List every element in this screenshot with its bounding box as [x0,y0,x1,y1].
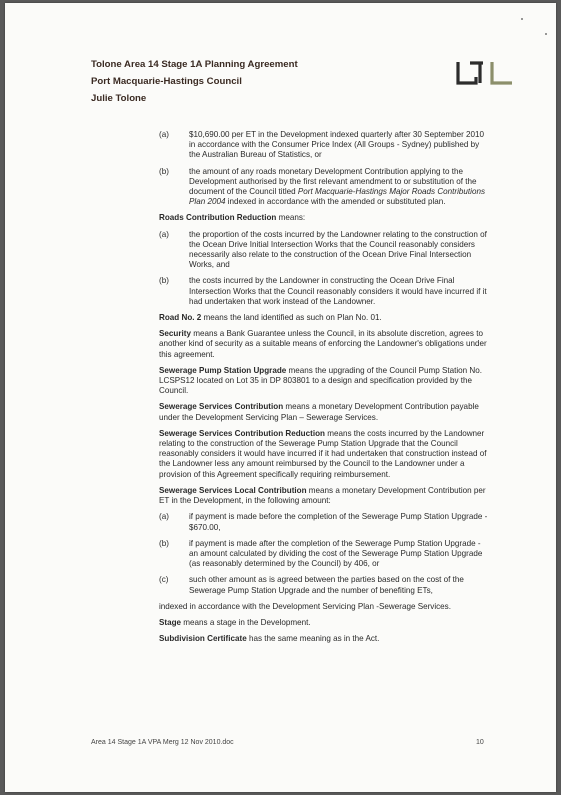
definition-paragraph [159,429,489,480]
list-item [159,276,489,307]
scan-speck [545,33,547,35]
definition-paragraph [159,366,489,397]
defined-term: Roads Contribution Reduction [159,213,277,223]
document-body [159,130,489,650]
definition-paragraph [159,486,489,506]
defined-term: Sewerage Services Local Contribution [159,485,307,495]
ltl-logo-icon [456,61,514,85]
defined-term: Stage [159,617,182,627]
definition-text: means the land identified as such on Plan No. 01. [201,313,382,323]
item-text: the proportion of the costs incurred by the Landowner relating to the construction of the Ocean Drive Initial Intersection Works that the Council reasonably considers necessarily also relate to the construction of the Ocean Drive Final Intersection Works, and [189,229,487,270]
defined-term: Sewerage Services Contribution Reduction [159,428,325,438]
document-page [5,3,556,792]
item-text: the costs incurred by the Landowner in constructing the Ocean Drive Final Intersection Works that the Council reasonably considers it would have incurred if it had undertaken that work instead of the Landowner. [189,276,487,306]
item-label: (a) [159,512,169,522]
item-text: if payment is made before the completion of the Sewerage Pump Station Upgrade - $670.00, [189,512,488,532]
item-label: (b) [159,538,169,548]
footer-page-number: 10 [476,739,484,746]
definition-text: means the costs incurred by the Landowner relating to the construction of the Sewerage Pump Station Upgrade that the Council reasonably considers it would have incurred if it had undertaken that construction instead of the Landowner less any amount reimbursed by the Council to the Landowner under a provision of this Agreement specifically requiring reimbursement. [159,428,487,479]
definition-text: means a monetary Development Contribution payable under the Development Servicing Plan – Sewerage Services. [159,402,479,422]
list-item [159,539,489,570]
item-label: (b) [159,276,169,286]
list-item [159,575,489,595]
plan-title-italic: Port Macquarie-Hastings Major Roads Contributions Plan 2004 [189,187,486,207]
list-item [159,167,489,208]
defined-term: Sewerage Services Contribution [159,402,284,412]
footer-filename: Area 14 Stage 1A VPA Merg 12 Nov 2010.doc [91,739,234,746]
list-item [159,130,489,161]
indexed-paragraph: indexed in accordance with the Development Servicing Plan -Sewerage Services. [159,601,451,611]
defined-term: Security [159,329,191,339]
definition-text: means the upgrading of the Council Pump Station No. LCSPS12 located on Lot 35 in DP 803801 to a design and specification provided by the Council. [159,365,482,396]
definition-text: means: [276,213,306,223]
definition-paragraph [159,313,489,323]
definition-text: means a monetary Development Contribution per ET in the Development, in the following amount: [159,485,486,506]
item-label: (b) [159,166,169,176]
definition-paragraph [159,634,489,644]
defined-term: Sewerage Pump Station Upgrade [159,365,287,375]
definition-paragraph [159,618,489,628]
scan-speck [521,18,523,20]
definition-paragraph [159,213,489,223]
header-council-name: Port Macquarie-Hastings Council [91,76,242,87]
item-text-part: indexed in accordance with the amended or substituted plan. [225,197,446,207]
item-label: (a) [159,130,169,139]
list-item [159,230,489,271]
item-text: $10,690.00 per ET in the Development indexed quarterly after 30 September 2010 in accordance with the Consumer Price Index (All Groups - Sydney) published by the Australian Bureau of Statistics, or [189,130,485,160]
item-label: (c) [159,575,169,585]
item-label: (a) [159,229,169,239]
definition-text: has the same meaning as in the Act. [246,634,380,644]
item-text: if payment is made after the completion of the Sewerage Pump Station Upgrade - an amount calculated by dividing the cost of the Sewerage Pump Station Upgrade (as reasonably determined by the Council) by 406, or [189,538,483,569]
item-text: such other amount as is agreed between the parties based on the cost of the Sewerage Pump Station Upgrade and the number of benefiting ETs, [189,575,464,595]
header-party-name: Julie Tolone [91,93,147,104]
item-text [189,167,489,208]
definition-text: means a Bank Guarantee unless the Council, in its absolute discretion, agrees to another kind of security as a suitable means of enforcing the Landowner's obligations under this agreement. [159,329,487,359]
item-text-part: the amount of any roads monetary Development Contribution applying to the Development authorised by the first relevant amendment to or substitution of the document of the Council titled [189,166,477,197]
defined-term: Subdivision Certificate [159,634,247,644]
header-agreement-title: Tolone Area 14 Stage 1A Planning Agreement [91,59,298,70]
list-item [159,512,489,532]
definition-paragraph [159,329,489,360]
definition-text: means a stage in the Development. [181,617,311,627]
defined-term: Road No. 2 [159,313,202,323]
definition-paragraph [159,402,489,422]
